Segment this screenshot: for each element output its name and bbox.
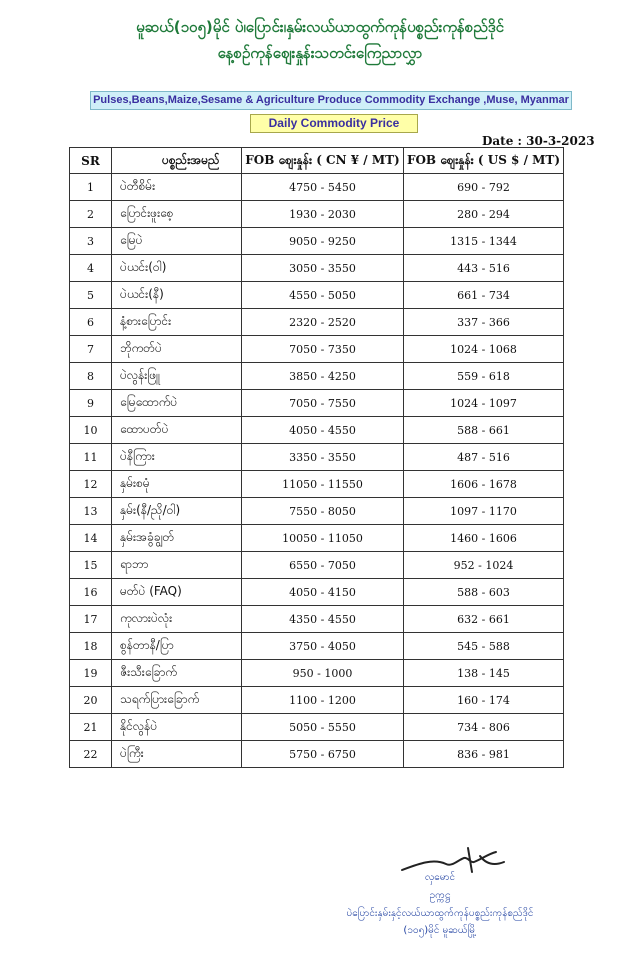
cell-sr: 22 (70, 741, 112, 768)
cell-name: ပဲနီကြား (112, 444, 242, 471)
cell-name: ပဲကြီး (112, 741, 242, 768)
cell-sr: 10 (70, 417, 112, 444)
cell-cny: 10050 - 11050 (242, 525, 404, 552)
cell-sr: 1 (70, 174, 112, 201)
table-row (70, 606, 564, 633)
table-row (70, 633, 564, 660)
table-header-row (70, 148, 564, 174)
cell-name: စွန်တာနီ/ပြာ (112, 633, 242, 660)
cell-name: ပဲလွန်းဖြူ (112, 363, 242, 390)
cell-usd: 734 - 806 (404, 714, 564, 741)
header-usd: FOB ဈေးနှုန်း ( US $ / MT) (404, 148, 564, 174)
cell-usd: 661 - 734 (404, 282, 564, 309)
cell-cny: 3050 - 3550 (242, 255, 404, 282)
cell-cny: 4050 - 4150 (242, 579, 404, 606)
cell-usd: 588 - 661 (404, 417, 564, 444)
cell-sr: 19 (70, 660, 112, 687)
cell-sr: 13 (70, 498, 112, 525)
cell-sr: 8 (70, 363, 112, 390)
cell-cny: 4050 - 4550 (242, 417, 404, 444)
cell-sr: 9 (70, 390, 112, 417)
cell-sr: 11 (70, 444, 112, 471)
cell-name: ပဲယင်း(ဝါ) (112, 255, 242, 282)
header-name: ပစ္စည်းအမည် (112, 148, 242, 174)
table-row (70, 525, 564, 552)
table-row (70, 444, 564, 471)
exchange-banner: Pulses,Beans,Maize,Sesame & Agriculture Produce Commodity Exchange ,Muse, Myanmar (90, 91, 572, 110)
cell-name: သရက်ပြားခြောက် (112, 687, 242, 714)
cell-name: ရာဘာ (112, 552, 242, 579)
cell-usd: 160 - 174 (404, 687, 564, 714)
cell-sr: 16 (70, 579, 112, 606)
cell-name: ဇီးသီးခြောက် (112, 660, 242, 687)
table-row (70, 255, 564, 282)
cell-usd: 138 - 145 (404, 660, 564, 687)
cell-cny: 4750 - 5450 (242, 174, 404, 201)
cell-sr: 15 (70, 552, 112, 579)
cell-sr: 17 (70, 606, 112, 633)
table-row (70, 417, 564, 444)
table-row (70, 309, 564, 336)
cell-cny: 3750 - 4050 (242, 633, 404, 660)
table-row (70, 687, 564, 714)
cell-name: နှမ်း(နီ/ညို/ဝါ) (112, 498, 242, 525)
cell-usd: 559 - 618 (404, 363, 564, 390)
cell-cny: 7050 - 7550 (242, 390, 404, 417)
header-sr: SR (70, 148, 112, 174)
cell-name: ထောပတ်ပဲ (112, 417, 242, 444)
table-row (70, 363, 564, 390)
cell-cny: 1930 - 2030 (242, 201, 404, 228)
cell-sr: 4 (70, 255, 112, 282)
table-row (70, 471, 564, 498)
table-row (70, 390, 564, 417)
cell-cny: 4550 - 5050 (242, 282, 404, 309)
cell-sr: 3 (70, 228, 112, 255)
cell-cny: 7050 - 7350 (242, 336, 404, 363)
table-row (70, 579, 564, 606)
cell-name: ပြောင်းဖူးစေ့ (112, 201, 242, 228)
cell-sr: 12 (70, 471, 112, 498)
table-row (70, 228, 564, 255)
cell-sr: 14 (70, 525, 112, 552)
cell-cny: 4350 - 4550 (242, 606, 404, 633)
cell-usd: 836 - 981 (404, 741, 564, 768)
cell-usd: 545 - 588 (404, 633, 564, 660)
cell-cny: 3350 - 3550 (242, 444, 404, 471)
table-row (70, 552, 564, 579)
signatory-organization: ပဲပြောင်းနှမ်းနှင့်လယ်ယာထွက်ကုန်ပစ္စည်းကုန်စည်ဒိုင် (346, 908, 534, 919)
cell-usd: 952 - 1024 (404, 552, 564, 579)
signatory-location: (၁၀၅)မိုင် မူဆယ်မြို့ (403, 925, 477, 936)
cell-usd: 1024 - 1097 (404, 390, 564, 417)
document-subtitle: နေ့စဉ်ကုန်ဈေးနှုန်းသတင်းကြေညာလွှာ (217, 44, 423, 62)
cell-name: မြေထောက်ပဲ (112, 390, 242, 417)
cell-usd: 1315 - 1344 (404, 228, 564, 255)
table-body (70, 174, 564, 768)
cell-sr: 5 (70, 282, 112, 309)
price-table (69, 147, 564, 768)
cell-cny: 6550 - 7050 (242, 552, 404, 579)
cell-cny: 1100 - 1200 (242, 687, 404, 714)
cell-name: ပဲယင်း(နီ) (112, 282, 242, 309)
cell-sr: 20 (70, 687, 112, 714)
table-row (70, 336, 564, 363)
cell-cny: 9050 - 9250 (242, 228, 404, 255)
table-row (70, 660, 564, 687)
cell-name: ကုလားပဲလုံး (112, 606, 242, 633)
cell-sr: 2 (70, 201, 112, 228)
table-row (70, 201, 564, 228)
cell-name: ပဲတီစိမ်း (112, 174, 242, 201)
cell-usd: 1024 - 1068 (404, 336, 564, 363)
cell-name: နှမ်းစမုံ (112, 471, 242, 498)
table-row (70, 282, 564, 309)
cell-name: နှမ်းအခွံချွတ် (112, 525, 242, 552)
cell-usd: 443 - 516 (404, 255, 564, 282)
daily-price-label: Daily Commodity Price (250, 114, 418, 133)
document-title: မူဆယ်(၁၀၅)မိုင် ပဲ၊ပြောင်း၊နှမ်းလယ်ယာထွက်ကုန်ပစ္စည်းကုန်စည်ဒိုင် (136, 18, 504, 36)
cell-name: မတ်ပဲ (FAQ) (112, 579, 242, 606)
cell-usd: 1460 - 1606 (404, 525, 564, 552)
cell-cny: 7550 - 8050 (242, 498, 404, 525)
cell-usd: 690 - 792 (404, 174, 564, 201)
cell-name: နံ့စားပြောင်း (112, 309, 242, 336)
cell-usd: 1606 - 1678 (404, 471, 564, 498)
cell-sr: 6 (70, 309, 112, 336)
signatory-name: လှမောင် (424, 872, 456, 883)
cell-cny: 11050 - 11550 (242, 471, 404, 498)
cell-cny: 3850 - 4250 (242, 363, 404, 390)
cell-sr: 18 (70, 633, 112, 660)
cell-usd: 632 - 661 (404, 606, 564, 633)
cell-usd: 588 - 603 (404, 579, 564, 606)
cell-sr: 21 (70, 714, 112, 741)
table-row (70, 741, 564, 768)
table-row (70, 174, 564, 201)
cell-name: နိုင်လွန်ပဲ (112, 714, 242, 741)
cell-sr: 7 (70, 336, 112, 363)
cell-usd: 337 - 366 (404, 309, 564, 336)
table-row (70, 714, 564, 741)
cell-name: ဘိုကတ်ပဲ (112, 336, 242, 363)
cell-cny: 5750 - 6750 (242, 741, 404, 768)
header-cny: FOB ဈေးနှုန်း ( CN ¥ / MT) (242, 148, 404, 174)
cell-usd: 487 - 516 (404, 444, 564, 471)
cell-usd: 1097 - 1170 (404, 498, 564, 525)
cell-cny: 2320 - 2520 (242, 309, 404, 336)
cell-usd: 280 - 294 (404, 201, 564, 228)
cell-cny: 5050 - 5550 (242, 714, 404, 741)
table-row (70, 498, 564, 525)
cell-name: မြေပဲ (112, 228, 242, 255)
cell-cny: 950 - 1000 (242, 660, 404, 687)
report-date: Date : 30-3-2023 (482, 134, 595, 148)
signatory-title: ဥက္ကဋ္ဌ (429, 890, 451, 901)
